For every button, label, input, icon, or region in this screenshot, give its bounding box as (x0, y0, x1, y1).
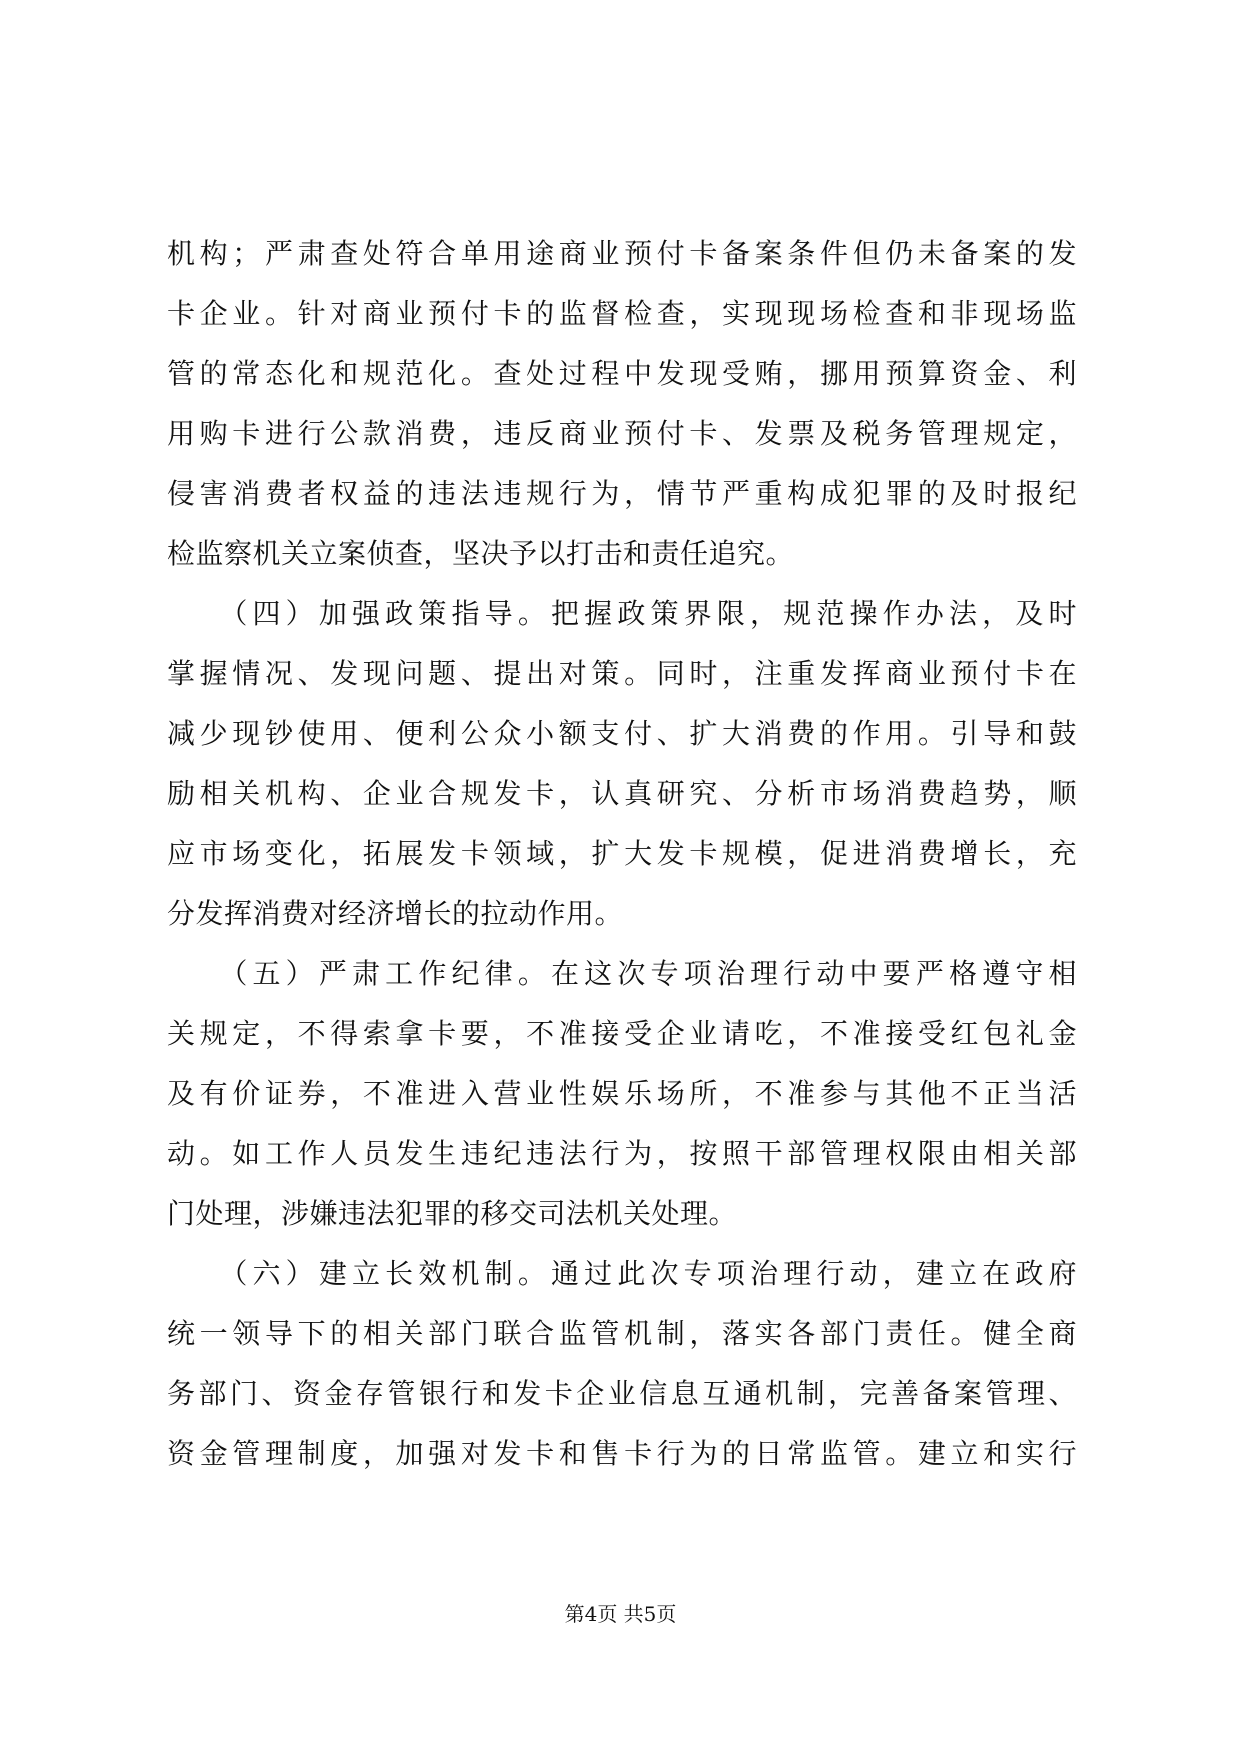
document-body (167, 224, 1077, 1484)
text-line: 应市场变化，拓展发卡领域，扩大发卡规模，促进消费增长，充 (167, 837, 1077, 870)
text-line: 检监察机关立案侦查，坚决予以打击和责任追究。 (167, 537, 795, 570)
text-line: 资金管理制度，加强对发卡和售卡行为的日常监管。建立和实行 (167, 1437, 1077, 1470)
text-line: 管的常态化和规范化。查处过程中发现受贿，挪用预算资金、利 (167, 357, 1077, 390)
text-line: 励相关机构、企业合规发卡，认真研究、分析市场消费趋势，顺 (167, 777, 1077, 810)
page-footer: 第4页 共5页 (564, 1602, 677, 1626)
text-line: 关规定，不得索拿卡要，不准接受企业请吃，不准接受红包礼金 (167, 1017, 1077, 1050)
text-line: 用购卡进行公款消费，违反商业预付卡、发票及税务管理规定， (167, 417, 1077, 450)
text-line: 务部门、资金存管银行和发卡企业信息互通机制，完善备案管理、 (167, 1377, 1077, 1410)
text-line: （六）建立长效机制。通过此次专项治理行动，建立在政府 (167, 1257, 1077, 1290)
text-line: 卡企业。针对商业预付卡的监督检查，实现现场检查和非现场监 (167, 297, 1077, 330)
text-line: 减少现钞使用、便利公众小额支付、扩大消费的作用。引导和鼓 (167, 717, 1077, 750)
text-line: 侵害消费者权益的违法违规行为，情节严重构成犯罪的及时报纪 (167, 477, 1077, 510)
text-line: 掌握情况、发现问题、提出对策。同时，注重发挥商业预付卡在 (167, 657, 1077, 690)
text-line: 分发挥消费对经济增长的拉动作用。 (167, 897, 624, 930)
text-line: 门处理，涉嫌违法犯罪的移交司法机关处理。 (167, 1197, 738, 1230)
text-line: （五）严肃工作纪律。在这次专项治理行动中要严格遵守相 (167, 957, 1077, 990)
text-line: 动。如工作人员发生违纪违法行为，按照干部管理权限由相关部 (167, 1137, 1077, 1170)
text-line: 机构；严肃查处符合单用途商业预付卡备案条件但仍未备案的发 (167, 237, 1077, 270)
text-line: （四）加强政策指导。把握政策界限，规范操作办法，及时 (167, 597, 1077, 630)
text-line: 及有价证券，不准进入营业性娱乐场所，不准参与其他不正当活 (167, 1077, 1077, 1110)
text-line: 统一领导下的相关部门联合监管机制，落实各部门责任。健全商 (167, 1317, 1077, 1350)
